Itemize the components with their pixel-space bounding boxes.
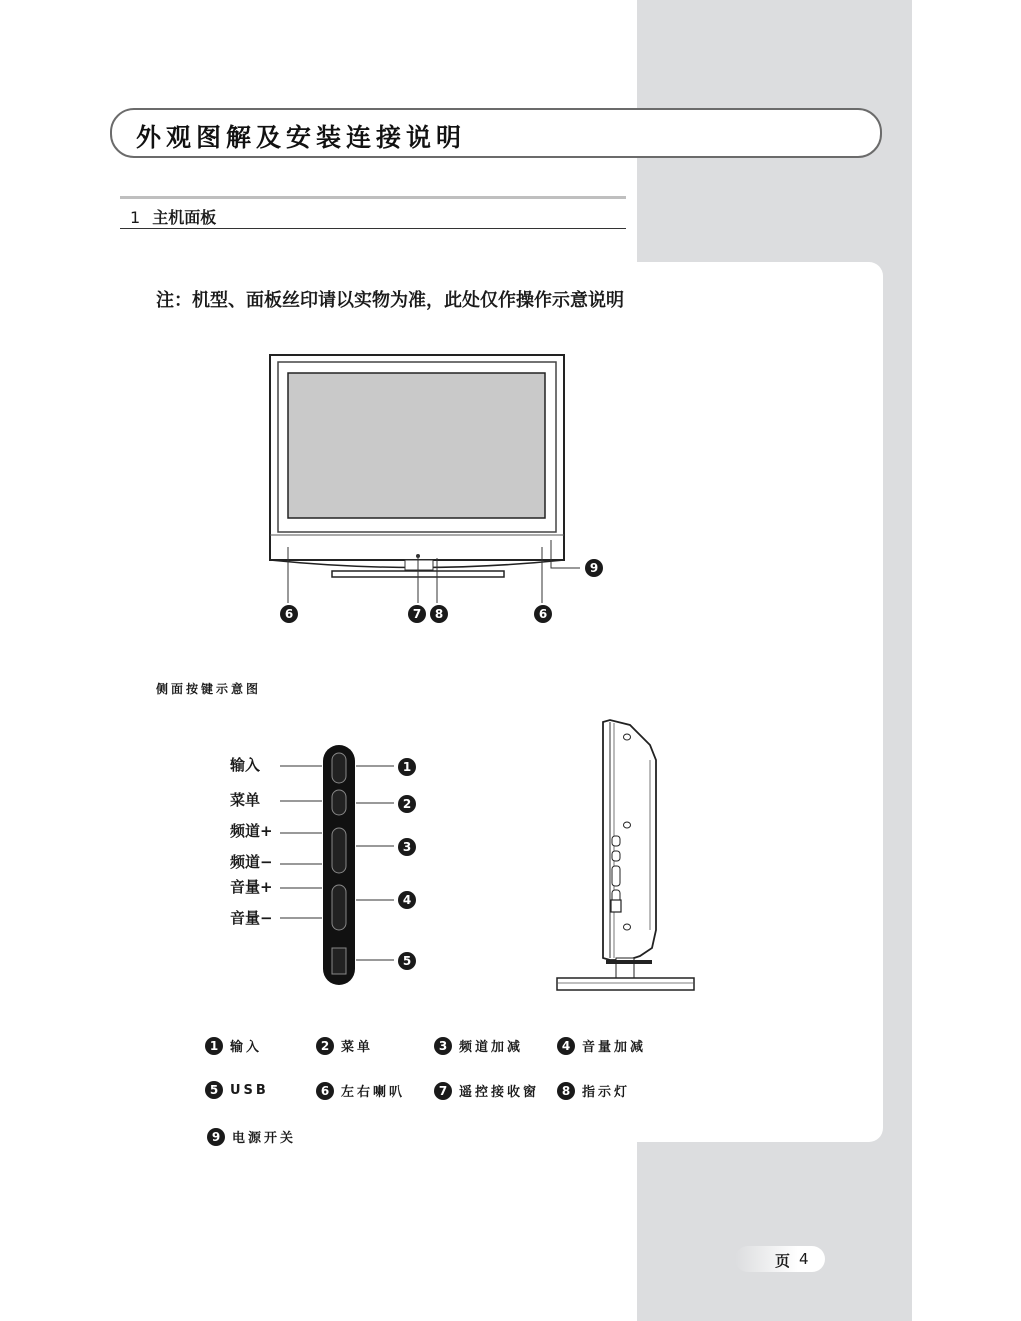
tv-side-view [557,720,694,990]
legend-item-volume: 4 音量加减 [557,1036,646,1055]
page-label: 页 [775,1252,791,1270]
side-label-menu: 菜单 [230,791,261,809]
side-label-channel-down: 频道− [230,853,273,871]
chapter-title: 外观图解及安装连接说明 [136,123,467,152]
side-label-input: 输入 [230,756,261,774]
legend-item-speakers: 6 左右喇叭 [316,1081,405,1100]
side-diagram-title: 侧面按键示意图 [156,682,262,696]
side-label-volume-down: 音量− [230,909,273,927]
side-label-volume-up: 音量+ [230,878,273,896]
legend-item-usb: 5 USB [205,1081,269,1099]
legend-item-input: 1 输入 [205,1036,262,1055]
legend-item-channel: 3 频道加减 [434,1036,523,1055]
side-marker-1: 1 [398,758,423,776]
front-marker-remote-window: 7 [408,605,433,623]
page-number: 4 [799,1250,809,1268]
front-marker-power: 9 [585,559,610,577]
section-title: 主机面板 [152,208,217,227]
side-marker-2: 2 [398,795,423,813]
page-number-tab [735,1246,825,1272]
side-marker-3: 3 [398,838,423,856]
legend-item-remote-window: 7 遥控接收窗 [434,1081,539,1100]
side-marker-4: 4 [398,891,423,909]
legend-item-indicator: 8 指示灯 [557,1081,630,1100]
legend-item-power: 9 电源开关 [207,1127,296,1146]
front-marker-speaker-right: 6 [534,605,559,623]
front-marker-speaker-left: 6 [280,605,305,623]
section-number: 1 [130,208,141,227]
side-key-strip [280,745,394,985]
tv-front-view [270,355,580,603]
note-text: 注：机型、面板丝印请以实物为准，此处仅作操作示意说明 [156,290,624,311]
side-marker-5: 5 [398,952,423,970]
legend-item-menu: 2 菜单 [316,1036,373,1055]
front-marker-indicator: 8 [430,605,455,623]
side-label-channel-up: 频道+ [230,822,273,840]
